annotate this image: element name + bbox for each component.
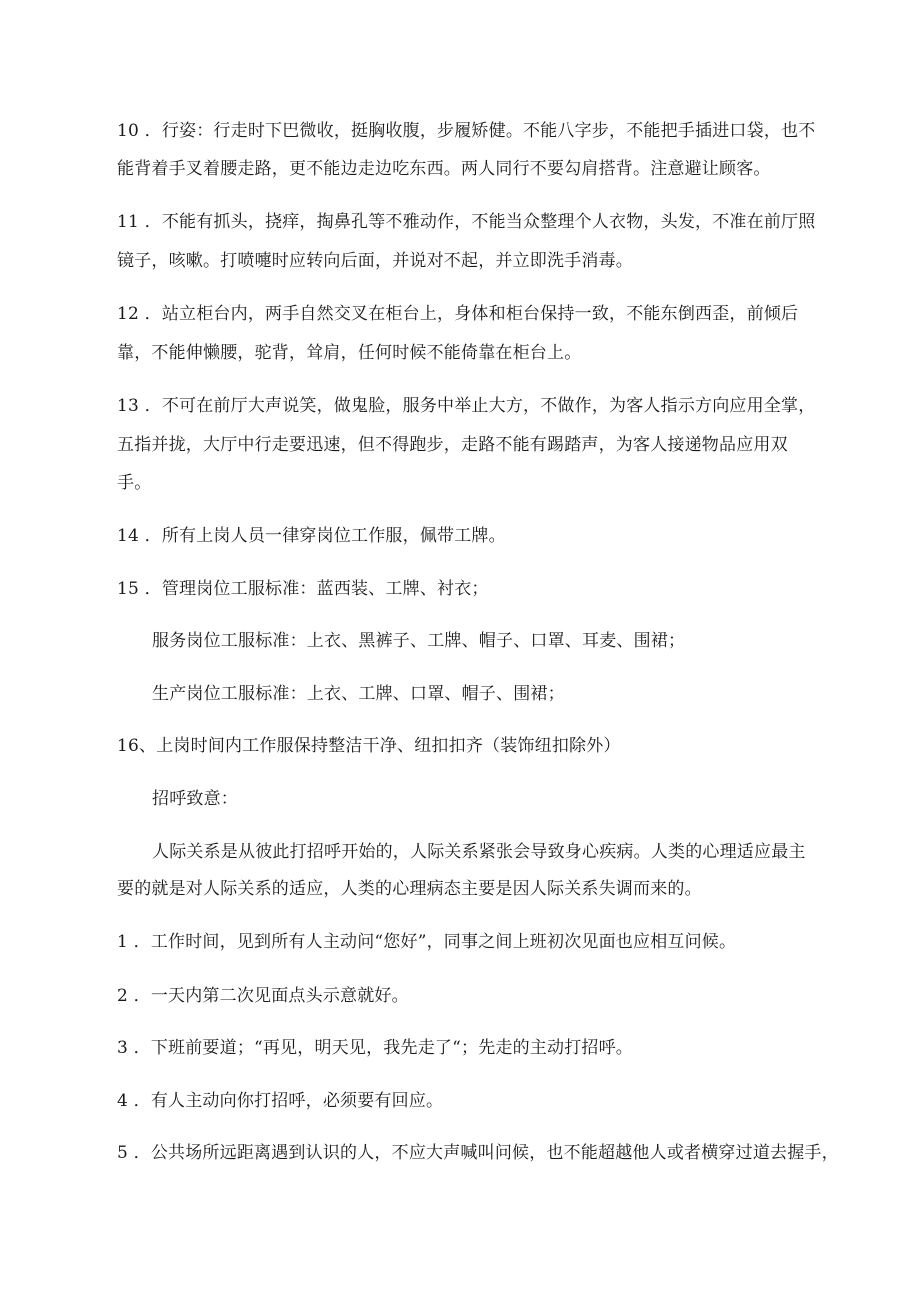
greeting-item-2: 2 ．一天内第二次见面点头示意就好。 — [117, 986, 409, 1006]
greeting-item-5: 5 ．公共场所远距离遇到认识的人，不应大声喊叫问候，也不能超越他人或者横穿过道去握手， — [117, 1143, 839, 1163]
item-11-line-1: 11 ．不能有抓头，挠痒，掏鼻孔等不雅动作，不能当众整理个人衣物，头发，不准在前厅照 — [117, 212, 816, 232]
item-10-line-2: 能背着手叉着腰走路，更不能边走边吃东西。两人同行不要勾肩搭背。注意避让顾客。 — [117, 159, 771, 179]
item-16: 16、上岗时间内工作服保持整洁干净、纽扣扣齐（装饰纽扣除外） — [117, 736, 621, 756]
item-14: 14 ．所有上岗人员一律穿岗位工作服，佩带工牌。 — [117, 526, 506, 546]
item-15-production: 生产岗位工服标准：上衣、工牌、口罩、帽子、围裙； — [152, 684, 565, 704]
greeting-intro-line-2: 要的就是对人际关系的适应，人类的心理病态主要是因人际关系失调而来的。 — [117, 879, 702, 899]
item-12-line-2: 靠，不能伸懒腰，驼背，耸肩，任何时候不能倚靠在柜台上。 — [117, 343, 582, 363]
item-13-line-2: 五指并拢，大厅中行走要迅速，但不得跑步，走路不能有踢踏声，为客人接递物品应用双 — [117, 435, 788, 455]
item-13-line-1: 13 ．不可在前厅大声说笑，做鬼脸，服务中举止大方，不做作，为客人指示方向应用全掌， — [117, 396, 816, 416]
greeting-item-4: 4 ．有人主动向你打招呼，必须要有回应。 — [117, 1091, 444, 1111]
section-heading-greeting: 招呼致意： — [152, 789, 238, 809]
item-15-service: 服务岗位工服标准：上衣、黑裤子、工牌、帽子、口罩、耳麦、围裙； — [152, 631, 686, 651]
item-13-line-3: 手。 — [117, 473, 152, 493]
item-12-line-1: 12 ．站立柜台内，两手自然交叉在柜台上，身体和柜台保持一致，不能东倒西歪，前倾后 — [117, 304, 799, 324]
item-10-line-1: 10 ．行姿：行走时下巴微收，挺胸收腹，步履矫健。不能八字步，不能把手插进口袋，也不 — [117, 121, 816, 141]
item-15-management: 15 ．管理岗位工服标准：蓝西装、工牌、衬衣； — [117, 579, 489, 599]
greeting-item-1: 1 ．工作时间，见到所有人主动问“您好”，同事之间上班初次见面也应相互问候。 — [117, 932, 737, 952]
item-11-line-2: 镜子，咳嗽。打喷嚏时应转向后面，并说对不起，并立即洗手消毒。 — [117, 251, 633, 271]
greeting-intro-line-1: 人际关系是从彼此打招呼开始的，人际关系紧张会导致身心疾病。人类的心理适应最主 — [152, 842, 806, 862]
greeting-item-3: 3 ．下班前要道；“再见，明天见，我先走了“；先走的主动打招呼。 — [117, 1038, 634, 1058]
